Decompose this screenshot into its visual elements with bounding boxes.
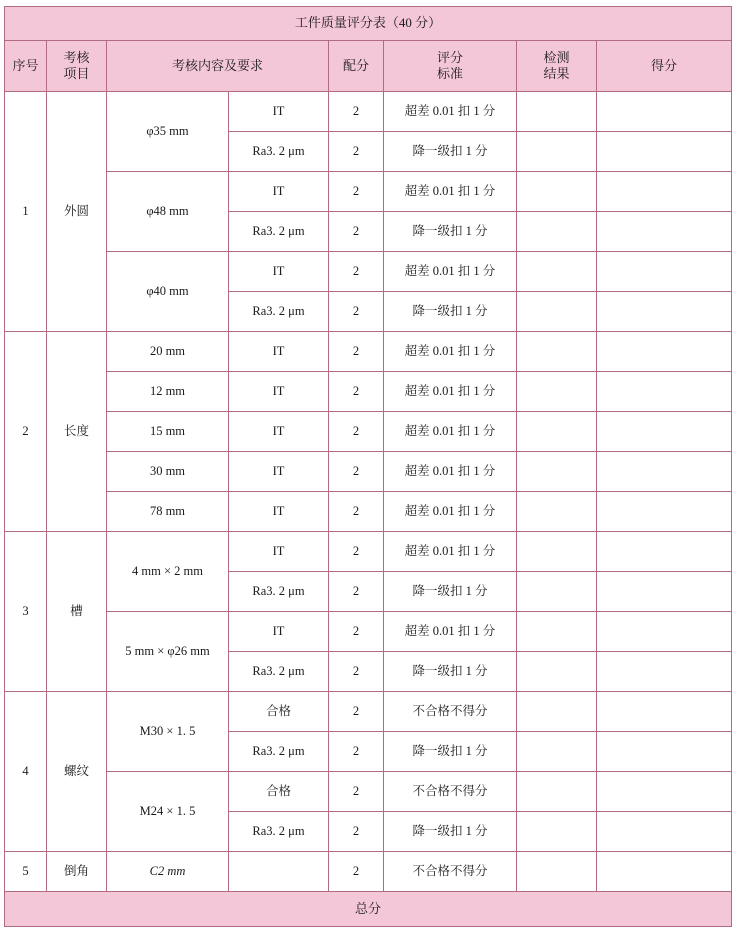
measure-label: IT — [229, 532, 329, 572]
criteria-text: 降一级扣 1 分 — [384, 572, 517, 612]
score-cell[interactable] — [597, 572, 732, 612]
spec-label: φ40 mm — [107, 252, 229, 332]
score-cell[interactable] — [597, 412, 732, 452]
column-header-no: 序号 — [5, 41, 47, 92]
spec-label: 12 mm — [107, 372, 229, 412]
result-cell[interactable] — [517, 212, 597, 252]
criteria-text: 超差 0.01 扣 1 分 — [384, 532, 517, 572]
total-row — [5, 892, 732, 927]
table-row — [5, 372, 732, 412]
score-cell[interactable] — [597, 252, 732, 292]
result-cell[interactable] — [517, 252, 597, 292]
column-header-item — [47, 41, 107, 92]
column-header-result — [517, 41, 597, 92]
spec-label: φ35 mm — [107, 92, 229, 172]
spec-label: 5 mm × φ26 mm — [107, 612, 229, 692]
table-title: 工件质量评分表（40 分） — [5, 7, 732, 41]
group-no: 1 — [5, 92, 47, 332]
points-value: 2 — [329, 172, 384, 212]
group-no: 2 — [5, 332, 47, 532]
result-cell[interactable] — [517, 92, 597, 132]
score-cell[interactable] — [597, 452, 732, 492]
result-cell[interactable] — [517, 372, 597, 412]
criteria-text: 超差 0.01 扣 1 分 — [384, 372, 517, 412]
group-item: 槽 — [47, 532, 107, 692]
score-cell[interactable] — [597, 812, 732, 852]
group-item: 长度 — [47, 332, 107, 532]
points-value: 2 — [329, 332, 384, 372]
column-header-content: 考核内容及要求 — [107, 41, 329, 92]
group-no: 3 — [5, 532, 47, 692]
points-value: 2 — [329, 852, 384, 892]
measure-label: 合格 — [229, 692, 329, 732]
criteria-text: 降一级扣 1 分 — [384, 292, 517, 332]
result-cell[interactable] — [517, 812, 597, 852]
points-value: 2 — [329, 772, 384, 812]
table-row — [5, 692, 732, 732]
measure-label: Ra3. 2 μm — [229, 132, 329, 172]
column-header-criteria-line1: 评分 — [436, 49, 463, 65]
column-header-criteria — [384, 41, 517, 92]
score-cell[interactable] — [597, 92, 732, 132]
spec-label: 20 mm — [107, 332, 229, 372]
points-value: 2 — [329, 92, 384, 132]
criteria-text: 降一级扣 1 分 — [384, 212, 517, 252]
workpiece-quality-score-table — [4, 6, 732, 927]
result-cell[interactable] — [517, 332, 597, 372]
spec-label: 78 mm — [107, 492, 229, 532]
result-cell[interactable] — [517, 572, 597, 612]
table-row — [5, 532, 732, 572]
criteria-text: 超差 0.01 扣 1 分 — [384, 92, 517, 132]
criteria-text: 降一级扣 1 分 — [384, 132, 517, 172]
points-value: 2 — [329, 532, 384, 572]
points-value: 2 — [329, 372, 384, 412]
points-value: 2 — [329, 212, 384, 252]
result-cell[interactable] — [517, 692, 597, 732]
table-row — [5, 492, 732, 532]
measure-label: 合格 — [229, 772, 329, 812]
result-cell[interactable] — [517, 612, 597, 652]
column-header-result-line2: 结果 — [543, 66, 570, 81]
criteria-text: 不合格不得分 — [384, 852, 517, 892]
measure-label: IT — [229, 92, 329, 132]
score-cell[interactable] — [597, 772, 732, 812]
points-value: 2 — [329, 492, 384, 532]
measure-label: Ra3. 2 μm — [229, 652, 329, 692]
score-cell[interactable] — [597, 612, 732, 652]
column-header-criteria-line2: 标准 — [436, 66, 463, 81]
points-value: 2 — [329, 652, 384, 692]
criteria-text: 超差 0.01 扣 1 分 — [384, 412, 517, 452]
result-cell[interactable] — [517, 172, 597, 212]
result-cell[interactable] — [517, 492, 597, 532]
criteria-text: 超差 0.01 扣 1 分 — [384, 612, 517, 652]
criteria-text: 降一级扣 1 分 — [384, 652, 517, 692]
result-cell[interactable] — [517, 532, 597, 572]
points-value: 2 — [329, 692, 384, 732]
measure-label: IT — [229, 412, 329, 452]
measure-label: IT — [229, 252, 329, 292]
result-cell[interactable] — [517, 292, 597, 332]
column-header-score: 得分 — [597, 41, 732, 92]
measure-label: IT — [229, 172, 329, 212]
column-header-points: 配分 — [329, 41, 384, 92]
table-row — [5, 172, 732, 212]
result-cell[interactable] — [517, 132, 597, 172]
table-row — [5, 772, 732, 812]
criteria-text: 降一级扣 1 分 — [384, 812, 517, 852]
spec-label: C2 mm — [107, 852, 229, 892]
criteria-text: 超差 0.01 扣 1 分 — [384, 332, 517, 372]
score-cell[interactable] — [597, 212, 732, 252]
column-header-item-line2: 项目 — [63, 66, 90, 81]
measure-label: Ra3. 2 μm — [229, 212, 329, 252]
criteria-text: 超差 0.01 扣 1 分 — [384, 252, 517, 292]
spec-label: M30 × 1. 5 — [107, 692, 229, 772]
table-header-row — [5, 41, 732, 92]
score-cell[interactable] — [597, 292, 732, 332]
criteria-text: 降一级扣 1 分 — [384, 732, 517, 772]
score-cell[interactable] — [597, 652, 732, 692]
measure-label: Ra3. 2 μm — [229, 292, 329, 332]
table-row — [5, 92, 732, 132]
table-row — [5, 332, 732, 372]
points-value: 2 — [329, 412, 384, 452]
points-value: 2 — [329, 572, 384, 612]
score-cell[interactable] — [597, 692, 732, 732]
score-cell[interactable] — [597, 852, 732, 892]
group-item: 外圆 — [47, 92, 107, 332]
table-title-row — [5, 7, 732, 41]
result-cell[interactable] — [517, 772, 597, 812]
score-cell[interactable] — [597, 172, 732, 212]
score-cell[interactable] — [597, 532, 732, 572]
table-row — [5, 452, 732, 492]
points-value: 2 — [329, 132, 384, 172]
score-cell[interactable] — [597, 132, 732, 172]
score-cell[interactable] — [597, 492, 732, 532]
result-cell[interactable] — [517, 852, 597, 892]
spec-label: 4 mm × 2 mm — [107, 532, 229, 612]
table-row — [5, 612, 732, 652]
result-cell[interactable] — [517, 412, 597, 452]
measure-label: IT — [229, 492, 329, 532]
result-cell[interactable] — [517, 452, 597, 492]
criteria-text: 超差 0.01 扣 1 分 — [384, 492, 517, 532]
points-value: 2 — [329, 732, 384, 772]
points-value: 2 — [329, 452, 384, 492]
measure-label: IT — [229, 332, 329, 372]
measure-label: Ra3. 2 μm — [229, 732, 329, 772]
criteria-text: 超差 0.01 扣 1 分 — [384, 452, 517, 492]
measure-label — [229, 852, 329, 892]
score-cell[interactable] — [597, 372, 732, 412]
criteria-text: 超差 0.01 扣 1 分 — [384, 172, 517, 212]
spec-label: 30 mm — [107, 452, 229, 492]
measure-label: IT — [229, 612, 329, 652]
result-cell[interactable] — [517, 732, 597, 772]
measure-label: IT — [229, 372, 329, 412]
column-header-item-line1: 考核 — [63, 49, 90, 65]
points-value: 2 — [329, 252, 384, 292]
table-row — [5, 252, 732, 292]
table-row — [5, 412, 732, 452]
score-cell[interactable] — [597, 332, 732, 372]
measure-label: IT — [229, 452, 329, 492]
points-value: 2 — [329, 292, 384, 332]
points-value: 2 — [329, 812, 384, 852]
measure-label: Ra3. 2 μm — [229, 812, 329, 852]
column-header-result-line1: 检测 — [543, 49, 570, 65]
criteria-text: 不合格不得分 — [384, 772, 517, 812]
group-no: 4 — [5, 692, 47, 852]
spec-label: 15 mm — [107, 412, 229, 452]
score-cell[interactable] — [597, 732, 732, 772]
group-item: 螺纹 — [47, 692, 107, 852]
spec-label: φ48 mm — [107, 172, 229, 252]
points-value: 2 — [329, 612, 384, 652]
group-item: 倒角 — [47, 852, 107, 892]
group-no: 5 — [5, 852, 47, 892]
total-label: 总分 — [5, 892, 732, 927]
table-row — [5, 852, 732, 892]
spec-label: M24 × 1. 5 — [107, 772, 229, 852]
result-cell[interactable] — [517, 652, 597, 692]
criteria-text: 不合格不得分 — [384, 692, 517, 732]
measure-label: Ra3. 2 μm — [229, 572, 329, 612]
